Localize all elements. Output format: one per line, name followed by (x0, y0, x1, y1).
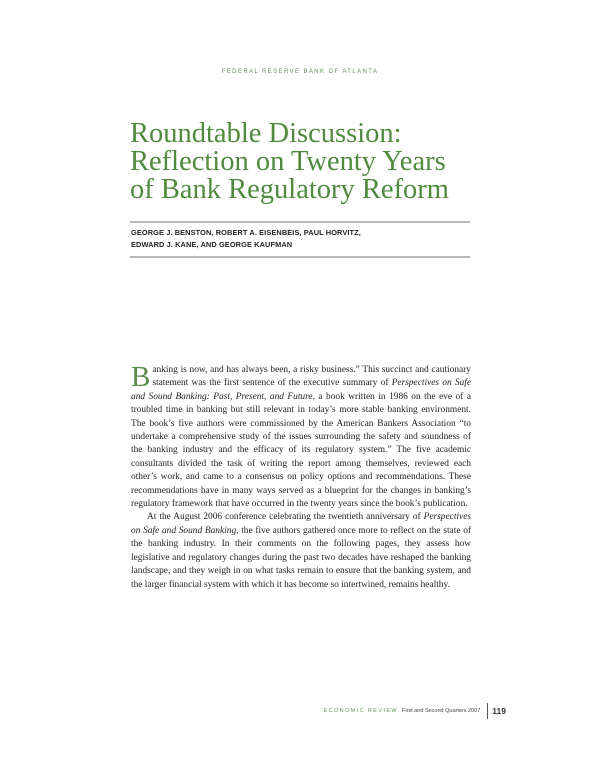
page-number: 119 (492, 706, 506, 716)
issue-label: First and Second Quarters 2007 (402, 708, 481, 714)
paragraph-text: , a book written in 1986 on the eve of a troubled time in banking but still relevant in today’s more stable banking environment. The book’s five authors were commissioned by the American Bankers Association “to undertake a comprehensive study of the issues surrounding the safety and soundness of the banking industry and the efficacy of its regulatory system.” The five academic consultants divided the task of writing the report among themselves, reviewed each other’s work, and came to a consensus on policy options and recommendations. These recommendations have in many ways served as a blueprint for the changes in banking’s regulatory framework that have occurred in the twenty years since the book’s publication. (131, 391, 471, 510)
author-line: GEORGE J. BENSTON, ROBERT A. EISENBEIS, PAUL HORVITZ, (131, 228, 361, 237)
title-line: of Bank Regulatory Reform (130, 174, 449, 205)
page-footer (324, 704, 506, 718)
author-byline (131, 227, 471, 251)
book-title: Perspectives on Safe and Sound Banking (131, 512, 471, 536)
byline-rule (130, 256, 470, 258)
journal-name: ECONOMIC REVIEW (323, 708, 399, 714)
article-title (130, 120, 530, 204)
title-line: Roundtable Discussion: (130, 118, 402, 149)
title-rule (130, 221, 470, 223)
paragraph-text: anking is now, and has always been, a risky business.” This succinct and cautionary statement was the first sentence of the executive summary of (152, 365, 471, 389)
drop-cap: B (131, 361, 151, 393)
running-head: FEDERAL RESERVE BANK OF ATLANTA (221, 69, 379, 75)
article-body (131, 361, 472, 592)
footer-divider (487, 703, 488, 719)
paragraph-2 (131, 511, 471, 591)
paragraph-1 (131, 361, 472, 511)
paragraph-text: , the five authors gathered once more to reflect on the state of the banking industry. In their comments on the following pages, they assess how legislative and regulatory changes during the past two decades have reshaped the banking landscape, and they weigh in on what tasks remain to ensure that the banking system, and the larger financial system with which it has become so intertwined, remains healthy. (131, 525, 472, 590)
book-title: Perspectives on Safe and Sound Banking: Past, Present, and Future (131, 378, 472, 402)
paragraph-text: At the August 2006 conference celebrating the twentieth anniversary of (147, 512, 424, 523)
author-line: EDWARD J. KANE, AND GEORGE KAUFMAN (131, 240, 293, 249)
title-line: Reflection on Twenty Years (130, 146, 446, 177)
